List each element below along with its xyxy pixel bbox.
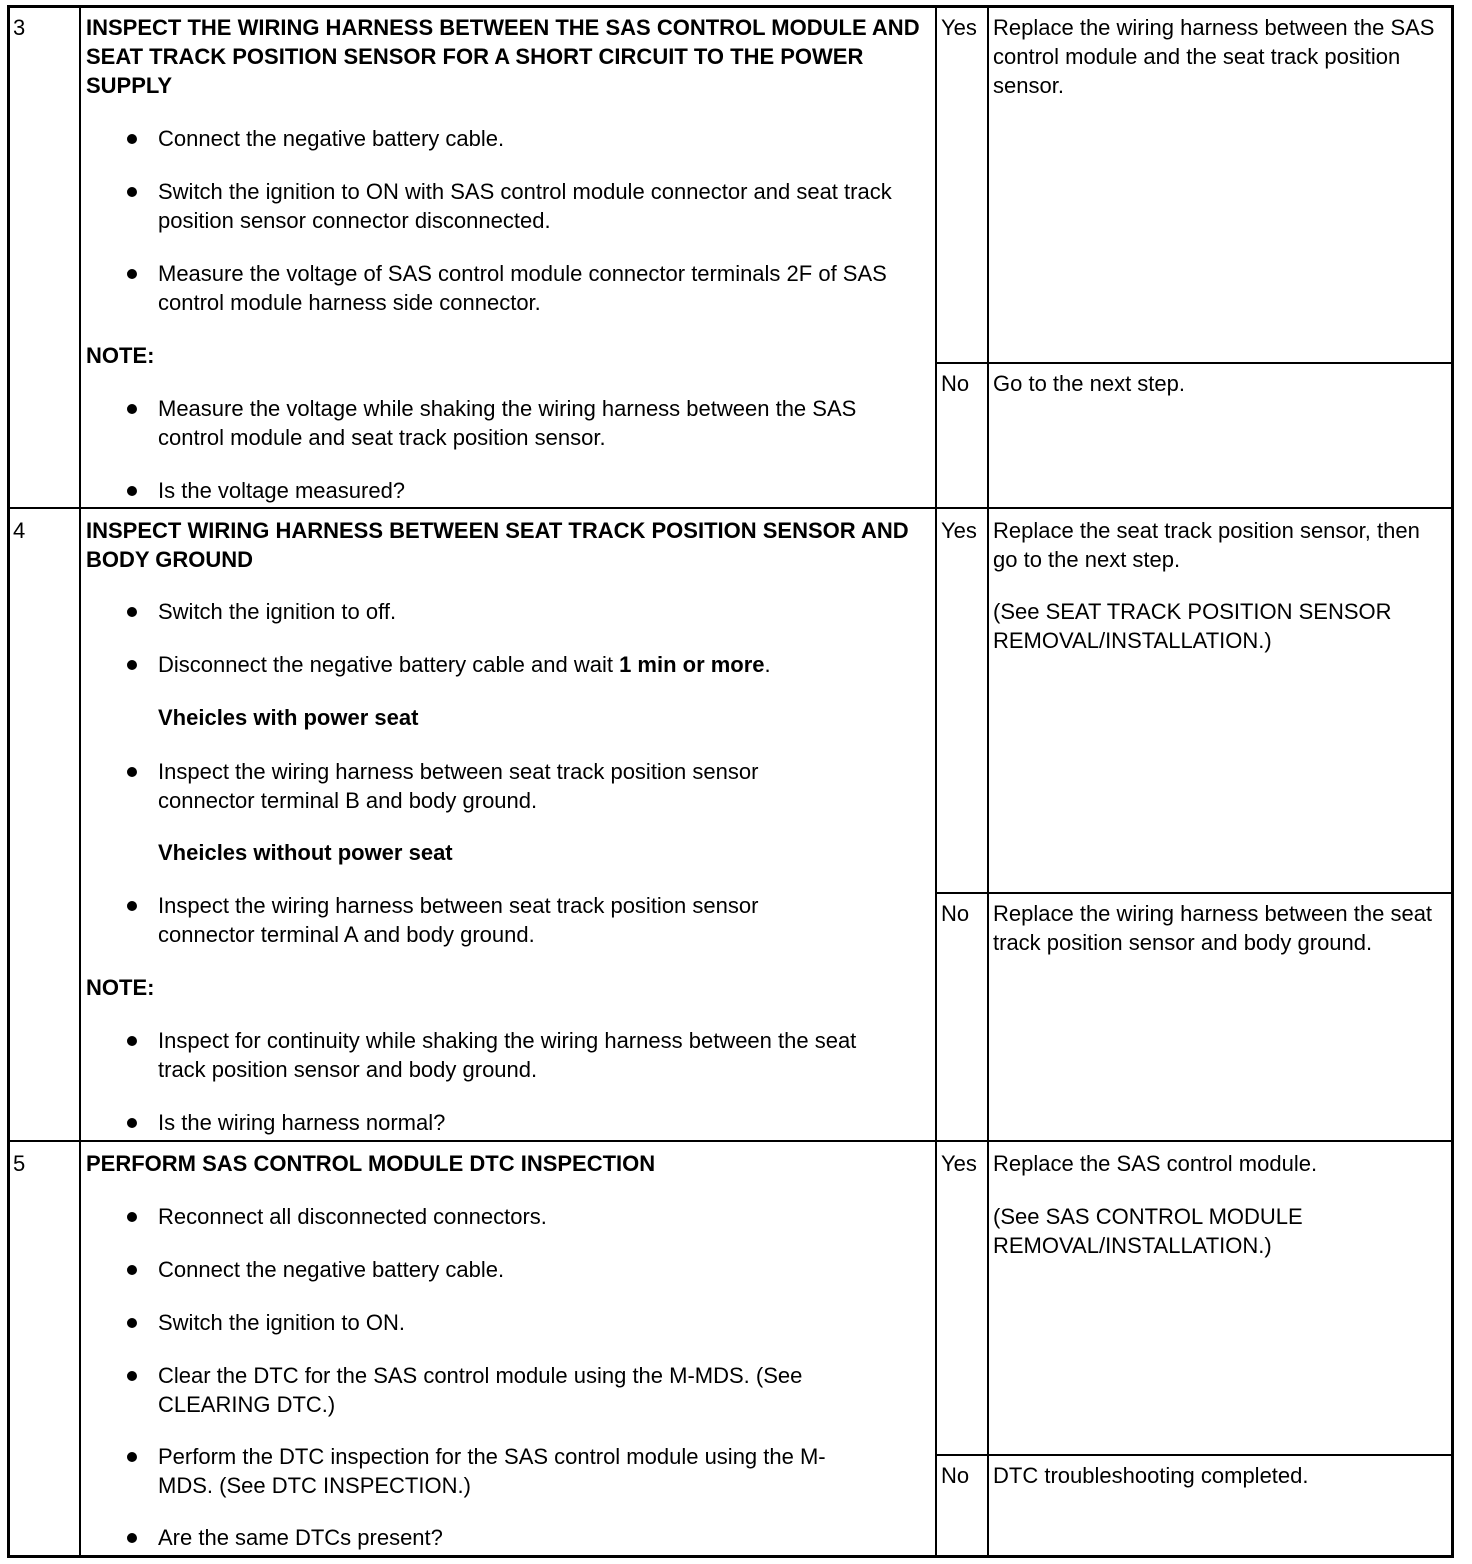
yes-reference: (See SAS CONTROL MODULE REMOVAL/INSTALLATION.) <box>993 1204 1303 1258</box>
yes-label: Yes <box>941 1151 977 1176</box>
step-instruction: Perform the DTC inspection for the SAS control module using the M-MDS. (See DTC INSPECTION.) <box>158 1444 826 1498</box>
bullet-icon <box>127 660 137 670</box>
no-result: DTC troubleshooting completed. <box>993 1463 1309 1488</box>
column-divider-action <box>935 5 937 1558</box>
yes-reference: (See SEAT TRACK POSITION SENSOR REMOVAL/INSTALLATION.) <box>993 599 1392 653</box>
bullet-icon <box>127 486 137 496</box>
step-instruction: Switch the ignition to off. <box>158 599 397 624</box>
row-divider-3-4 <box>7 507 1454 509</box>
step-instruction: Inspect for continuity while shaking the wiring harness between the seat track position sensor and body ground. <box>158 1028 857 1082</box>
step-instruction: Inspect the wiring harness between seat track position sensor connector terminal A and body ground. <box>158 893 759 947</box>
no-label: No <box>941 371 970 396</box>
column-divider-number <box>79 5 81 1558</box>
table-border-top <box>7 5 1454 8</box>
step-title: INSPECT THE WIRING HARNESS BETWEEN THE SAS CONTROL MODULE AND SEAT TRACK POSITION SENSOR FOR A SHORT CIRCUIT TO THE POWER SUPPLY <box>86 15 920 98</box>
no-result: Replace the wiring harness between the seat track position sensor and body ground. <box>993 901 1433 955</box>
instruction-tail: . <box>764 652 771 677</box>
step-title: PERFORM SAS CONTROL MODULE DTC INSPECTION <box>86 1151 656 1176</box>
step-question: Is the wiring harness normal? <box>158 1110 446 1135</box>
bullet-icon <box>127 404 137 414</box>
instruction-text: Disconnect the negative battery cable and wait <box>158 652 620 677</box>
bullet-icon <box>127 1371 137 1381</box>
condition-subheading: Vheicles without power seat <box>158 840 453 865</box>
step-question: Is the voltage measured? <box>158 478 406 503</box>
step-instruction <box>158 650 908 679</box>
no-result: Go to the next step. <box>993 371 1186 396</box>
yes-no-divider-step-4 <box>935 892 1454 894</box>
step-number: 5 <box>13 1151 26 1176</box>
step-question: Are the same DTCs present? <box>158 1525 443 1550</box>
yes-result: Replace the SAS control module. <box>993 1151 1318 1176</box>
yes-no-divider-step-3 <box>935 362 1454 364</box>
yes-label: Yes <box>941 15 977 40</box>
step-instruction: Connect the negative battery cable. <box>158 1257 505 1282</box>
bullet-icon <box>127 1036 137 1046</box>
yes-result: Replace the wiring harness between the SAS control module and the seat track position sensor. <box>993 15 1435 98</box>
bullet-icon <box>127 901 137 911</box>
yes-label: Yes <box>941 518 977 543</box>
step-instruction: Clear the DTC for the SAS control module using the M-MDS. (See CLEARING DTC.) <box>158 1363 803 1417</box>
bullet-icon <box>127 1318 137 1328</box>
bullet-icon <box>127 134 137 144</box>
table-border-left <box>7 5 10 1558</box>
table-border-right <box>1451 5 1454 1558</box>
step-instruction: Measure the voltage while shaking the wiring harness between the SAS control module and seat track position sensor. <box>158 396 857 450</box>
step-instruction: Reconnect all disconnected connectors. <box>158 1204 547 1229</box>
yes-no-divider-step-5 <box>935 1454 1454 1456</box>
bullet-icon <box>127 187 137 197</box>
yes-result: Replace the seat track position sensor, then go to the next step. <box>993 518 1420 572</box>
bullet-icon <box>127 767 137 777</box>
no-label: No <box>941 1463 970 1488</box>
step-instruction: Switch the ignition to ON with SAS control module connector and seat track position sensor connector disconnected. <box>158 179 892 233</box>
step-number: 4 <box>13 518 26 543</box>
bullet-icon <box>127 1265 137 1275</box>
wait-duration: 1 min or more <box>619 652 765 677</box>
step-number: 3 <box>13 15 26 40</box>
step-title: INSPECT WIRING HARNESS BETWEEN SEAT TRACK POSITION SENSOR AND BODY GROUND <box>86 518 909 572</box>
no-label: No <box>941 901 970 926</box>
bullet-icon <box>127 1533 137 1543</box>
bullet-icon <box>127 607 137 617</box>
step-instruction: Switch the ignition to ON. <box>158 1310 406 1335</box>
table-border-bottom <box>7 1555 1454 1558</box>
bullet-icon <box>127 1212 137 1222</box>
bullet-icon <box>127 1452 137 1462</box>
step-instruction: Measure the voltage of SAS control module connector terminals 2F of SAS control module harness side connector. <box>158 261 887 315</box>
bullet-icon <box>127 1118 137 1128</box>
bullet-icon <box>127 269 137 279</box>
note-label: NOTE: <box>86 343 155 368</box>
condition-subheading: Vheicles with power seat <box>158 705 419 730</box>
note-label: NOTE: <box>86 975 155 1000</box>
column-divider-result <box>987 5 989 1558</box>
step-instruction: Connect the negative battery cable. <box>158 126 505 151</box>
row-divider-4-5 <box>7 1140 1454 1142</box>
step-instruction: Inspect the wiring harness between seat track position sensor connector terminal B and body ground. <box>158 759 759 813</box>
